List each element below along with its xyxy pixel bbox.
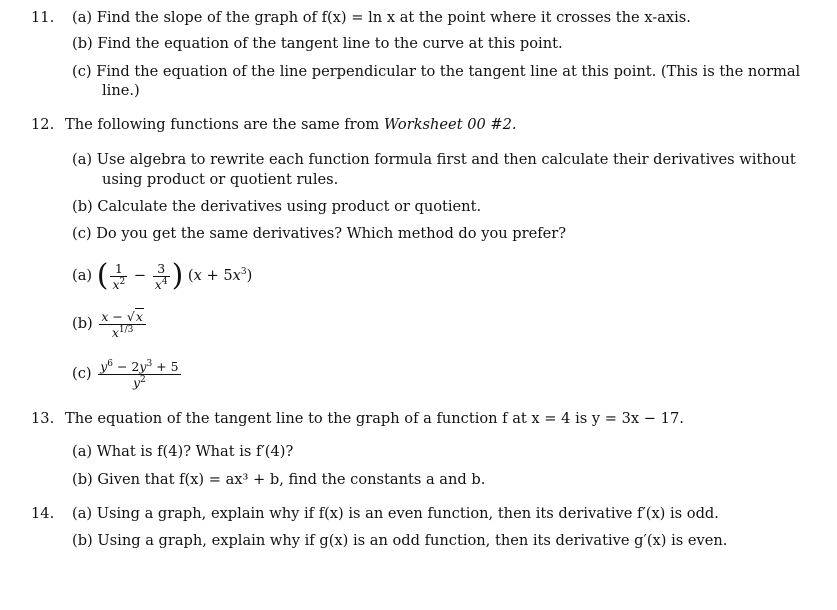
q12-number: 12.: [31, 116, 55, 133]
q11-part-b: (b) Find the equation of the tangent line to the curve at this point.: [72, 35, 563, 52]
function-b-label: (b): [72, 315, 93, 332]
q14-part-b: (b) Using a graph, explain why if g(x) is an odd function, then its derivative g′(x) is even.: [72, 532, 728, 549]
q14-part-a: (a) Using a graph, explain why if f(x) is an even function, then its derivative f′(x) is odd.: [72, 505, 719, 522]
function-a-label: (a): [72, 267, 93, 284]
q12-part-a: (a) Use algebra to rewrite each function formula first and then calculate their derivatives without: [72, 151, 796, 168]
q11-part-c: (c) Find the equation of the line perpendicular to the tangent line at this point. (This is the normal: [72, 63, 801, 80]
function-c-label: (c): [72, 365, 92, 382]
q13-part-b: (b) Given that f(x) = ax³ + b, find the constants a and b.: [72, 471, 486, 488]
q12-intro-ref: Worksheet 00 #2.: [383, 116, 517, 133]
q12-intro-text: The following functions are the same from: [65, 116, 384, 133]
q13-intro: The equation of the tangent line to the graph of a function f at x = 4 is y = 3x − 17.: [65, 410, 684, 427]
q13-number: 13.: [31, 410, 55, 427]
q12-intro: [65, 115, 517, 134]
q12-part-c: (c) Do you get the same derivatives? Which method do you prefer?: [72, 225, 567, 242]
q11-part-a: (a) Find the slope of the graph of f(x) = ln x at the point where it crosses the x-axis.: [72, 9, 691, 26]
q12-function-a: (a) ( $\frac{1}{x^2}$ − $\frac{3}{x^4}$ ) $(x + 5x^3)$: [72, 258, 253, 293]
q14-number: 14.: [31, 505, 55, 522]
q12-part-a-cont: using product or quotient rules.: [102, 171, 339, 188]
q11-part-c-cont: line.): [102, 82, 140, 99]
q11-number: 11.: [31, 9, 55, 26]
q12-function-c: (c) $\frac{y^6 - 2y^3 + 5}{y^2}$: [72, 358, 179, 390]
q12-part-b: (b) Calculate the derivatives using product or quotient.: [72, 198, 482, 215]
q13-part-a: (a) What is f(4)? What is f′(4)?: [72, 443, 294, 460]
q12-function-b: (b) $\frac{x - √x}{x^{1/3}}$: [72, 306, 148, 342]
